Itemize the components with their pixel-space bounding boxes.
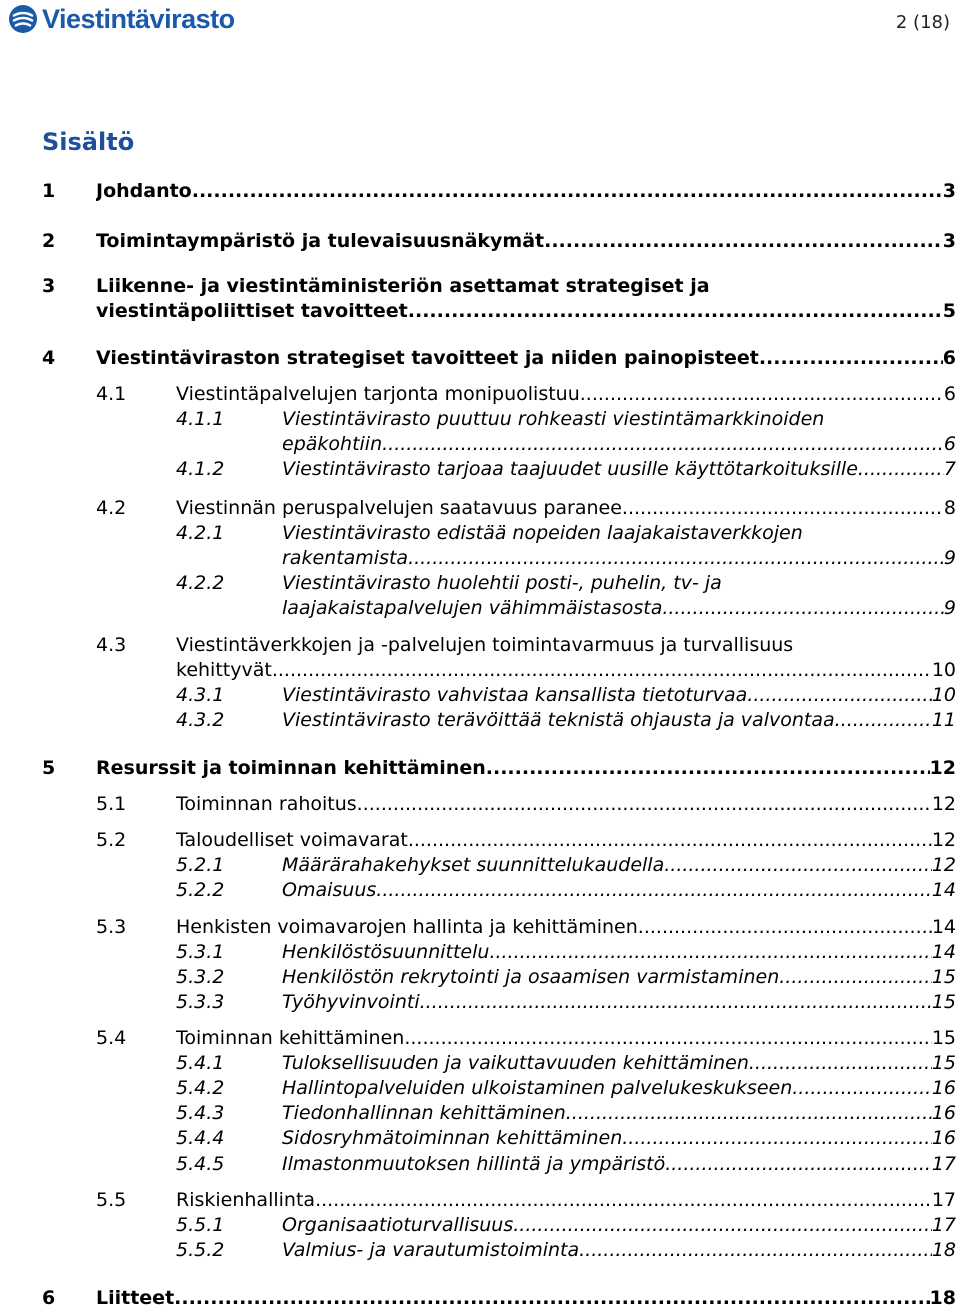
- toc-entry-page: 18: [931, 1239, 956, 1261]
- toc-entry-number: 4.2.1: [176, 522, 225, 544]
- dot-leader: [420, 990, 932, 1015]
- toc-entry-number: 4.2: [96, 497, 127, 519]
- dot-leader: [544, 229, 943, 254]
- dot-leader: [513, 1213, 932, 1238]
- toc-entry-page: 6: [943, 383, 956, 405]
- toc-entry-page: 17: [931, 1189, 956, 1211]
- dot-leader: [174, 1286, 929, 1311]
- toc-entry-text: Toiminnan kehittäminen: [176, 1027, 405, 1049]
- toc-entry[interactable]: [0, 457, 960, 482]
- toc-entry-number: 5.4.5: [176, 1153, 225, 1175]
- toc-entry[interactable]: [0, 179, 960, 204]
- toc-entry[interactable]: [0, 1238, 960, 1263]
- toc-entry-text: Omaisuus: [282, 879, 377, 901]
- toc-entry-number: 5.3.1: [176, 941, 225, 963]
- dot-leader: [664, 853, 932, 878]
- toc-entry[interactable]: [0, 1213, 960, 1238]
- dot-leader: [408, 299, 943, 324]
- toc-entry-text: Valmius- ja varautumistoiminta: [282, 1239, 580, 1261]
- toc-entry-text-line1: Liikenne- ja viestintäministeriön asettamat strategiset ja: [96, 275, 710, 297]
- toc-entry[interactable]: [0, 878, 960, 903]
- toc-entry-continuation[interactable]: [0, 596, 960, 621]
- toc-entry-text: Määrärahakehykset suunnittelukaudella: [282, 854, 665, 876]
- logo-text: Viestintävirasto: [42, 3, 235, 34]
- toc-entry[interactable]: [0, 346, 960, 371]
- dot-leader: [486, 756, 930, 781]
- toc-entry-number: 5.1: [96, 793, 127, 815]
- dot-leader: [638, 915, 932, 940]
- toc-entry-text: laajakaistapalvelujen vähimmäistasosta: [282, 597, 663, 619]
- dot-leader: [315, 1188, 932, 1213]
- toc-title: Sisältö: [42, 128, 135, 156]
- toc-entry-number: 6: [42, 1287, 56, 1309]
- toc-entry-page: 6: [942, 347, 956, 369]
- page-number: 2 (18): [895, 12, 950, 33]
- toc-entry[interactable]: [0, 1026, 960, 1051]
- toc-entry-text-line1: Viestintävirasto edistää nopeiden laajakaistaverkkojen: [282, 522, 803, 544]
- toc-entry-number: 5.2: [96, 829, 127, 851]
- toc-entry-page: 5: [942, 300, 956, 322]
- toc-entry[interactable]: [0, 708, 960, 733]
- toc-entry-continuation[interactable]: [0, 546, 960, 571]
- toc-entry-number: 4.3.1: [176, 684, 225, 706]
- toc-entry-page: 7: [943, 458, 956, 480]
- toc-entry-number: 5.3.2: [176, 966, 225, 988]
- dot-leader: [580, 382, 944, 407]
- toc-entry[interactable]: [0, 1188, 960, 1213]
- dot-leader: [662, 596, 944, 621]
- toc-entry-text: Taloudelliset voimavarat: [176, 829, 408, 851]
- toc-entry-continuation[interactable]: [0, 299, 960, 324]
- toc-entry-number: 5: [42, 757, 56, 779]
- toc-entry-text: rakentamista: [282, 547, 409, 569]
- toc-entry[interactable]: [0, 1101, 960, 1126]
- toc-entry[interactable]: [0, 1286, 960, 1311]
- toc-entry-number: 5.5.1: [176, 1214, 225, 1236]
- toc-entry-text: Toimintaympäristö ja tulevaisuusnäkymät: [96, 230, 545, 252]
- dot-leader: [489, 940, 931, 965]
- toc-entry-number: 4.3: [96, 634, 127, 656]
- toc-entry-page: 14: [931, 879, 956, 901]
- toc-entry-page: 14: [931, 941, 956, 963]
- toc-entry-page: 17: [931, 1153, 956, 1175]
- toc-entry-text: Resurssit ja toiminnan kehittäminen: [96, 757, 486, 779]
- toc-entry-text: Viestintävirasto tarjoaa taajuudet uusille käyttötarkoituksille: [282, 458, 858, 480]
- toc-entry-text: Liitteet: [96, 1287, 175, 1309]
- dot-leader: [579, 1238, 932, 1263]
- toc-entry[interactable]: [0, 633, 960, 658]
- toc-entry-page: 16: [931, 1077, 956, 1099]
- toc-entry-page: 15: [931, 966, 956, 988]
- toc-entry-number: 5.4: [96, 1027, 127, 1049]
- toc-entry[interactable]: [0, 1152, 960, 1177]
- dot-leader: [272, 658, 932, 683]
- toc-entry-text: Ilmastonmuutoksen hillintä ja ympäristö: [282, 1153, 666, 1175]
- toc-entry-number: 4.1.1: [176, 408, 225, 430]
- toc-entry[interactable]: [0, 828, 960, 853]
- toc-entry-text: Henkisten voimavarojen hallinta ja kehittäminen: [176, 916, 638, 938]
- toc-entry-page: 3: [942, 180, 956, 202]
- dot-leader: [835, 708, 932, 733]
- toc-entry-text: Viestinnän peruspalvelujen saatavuus paranee: [176, 497, 622, 519]
- toc-entry-page: 17: [931, 1214, 956, 1236]
- toc-entry[interactable]: [0, 496, 960, 521]
- toc-entry[interactable]: [0, 792, 960, 817]
- toc-entry-page: 3: [942, 230, 956, 252]
- toc-entry-text: Viestintäpalvelujen tarjonta monipuolistuu: [176, 383, 580, 405]
- toc-entry-text-line1: Viestintävirasto huolehtii posti-, puhelin, tv- ja: [282, 572, 722, 594]
- dot-leader: [382, 432, 944, 457]
- dot-leader: [779, 965, 932, 990]
- toc-entry-text: Riskienhallinta: [176, 1189, 316, 1211]
- toc-entry-page: 16: [931, 1127, 956, 1149]
- toc-entry-text: viestintäpoliittiset tavoitteet: [96, 300, 408, 322]
- toc-entry-page: 15: [931, 1052, 956, 1074]
- toc-entry-number: 3: [42, 275, 56, 297]
- toc-entry-text: Henkilöstön rekrytointi ja osaamisen varmistaminen: [282, 966, 780, 988]
- toc-entry[interactable]: [0, 756, 960, 781]
- toc-entry-number: 5.4.1: [176, 1052, 225, 1074]
- toc-entry-number: 5.3: [96, 916, 127, 938]
- dot-leader: [622, 496, 944, 521]
- dot-leader: [858, 457, 944, 482]
- toc-entry-number: 5.4.3: [176, 1102, 225, 1124]
- toc-entry-number: 2: [42, 230, 56, 252]
- toc-entry-page: 14: [931, 916, 956, 938]
- toc-entry-text: Tiedonhallinnan kehittäminen: [282, 1102, 566, 1124]
- dot-leader: [357, 792, 932, 817]
- toc-entry[interactable]: [0, 521, 960, 546]
- toc-entry-number: 4.1: [96, 383, 127, 405]
- dot-leader: [759, 346, 943, 371]
- toc-entry-page: 10: [931, 659, 956, 681]
- toc-entry-page: 9: [943, 547, 956, 569]
- toc-entry[interactable]: [0, 965, 960, 990]
- logo-mark-icon: [8, 4, 38, 34]
- toc-entry-text-line1: Viestintäverkkojen ja -palvelujen toimintavarmuus ja turvallisuus: [176, 634, 794, 656]
- dot-leader: [792, 1076, 932, 1101]
- toc-entry-number: 5.2.1: [176, 854, 225, 876]
- toc-entry-page: 16: [931, 1102, 956, 1124]
- toc-entry-page: 6: [943, 433, 956, 455]
- dot-leader: [408, 546, 944, 571]
- dot-leader: [665, 1152, 932, 1177]
- toc-entry-page: 11: [931, 709, 956, 731]
- toc-entry-number: 5.5.2: [176, 1239, 225, 1261]
- toc-entry-text: Viestintävirasto vahvistaa kansallista tietoturvaa: [282, 684, 748, 706]
- toc-entry-number: 4: [42, 347, 56, 369]
- toc-entry-text: kehittyvät: [176, 659, 272, 681]
- toc-entry-number: 5.5: [96, 1189, 127, 1211]
- toc-entry-text: Sidosryhmätoiminnan kehittäminen: [282, 1127, 623, 1149]
- toc-entry[interactable]: [0, 990, 960, 1015]
- toc-entry-number: 5.3.3: [176, 991, 225, 1013]
- toc-entry[interactable]: [0, 915, 960, 940]
- dot-leader: [376, 878, 932, 903]
- toc-entry-page: 12: [931, 829, 956, 851]
- dot-leader: [622, 1126, 932, 1151]
- toc-entry-text: Työhyvinvointi: [282, 991, 420, 1013]
- toc-entry[interactable]: [0, 683, 960, 708]
- toc-entry-text-line1: Viestintävirasto puuttuu rohkeasti viestintämarkkinoiden: [282, 408, 825, 430]
- toc-entry-number: 4.3.2: [176, 709, 225, 731]
- toc-entry-text: Viestintävirasto terävöittää teknistä ohjausta ja valvontaa: [282, 709, 835, 731]
- toc-entry-page: 12: [929, 757, 956, 779]
- toc-entry-number: 4.2.2: [176, 572, 225, 594]
- toc-entry[interactable]: [0, 1076, 960, 1101]
- toc-entry[interactable]: [0, 1126, 960, 1151]
- toc-entry-text: epäkohtiin: [282, 433, 383, 455]
- dot-leader: [408, 828, 932, 853]
- toc-entry[interactable]: [0, 274, 960, 299]
- toc-entry-page: 9: [943, 597, 956, 619]
- toc-entry-page: 15: [931, 1027, 956, 1049]
- dot-leader: [192, 179, 943, 204]
- toc-entry-number: 5.4.4: [176, 1127, 225, 1149]
- toc-entry-number: 4.1.2: [176, 458, 225, 480]
- toc-entry-page: 12: [931, 854, 956, 876]
- toc-entry[interactable]: [0, 853, 960, 878]
- toc-entry-page: 12: [931, 793, 956, 815]
- toc-entry-text: Toiminnan rahoitus: [176, 793, 357, 815]
- dot-leader: [404, 1026, 931, 1051]
- toc-entry-number: 1: [42, 180, 56, 202]
- toc-entry[interactable]: [0, 940, 960, 965]
- toc-entry-number: 5.2.2: [176, 879, 225, 901]
- toc-entry[interactable]: [0, 382, 960, 407]
- toc-entry-page: 8: [943, 497, 956, 519]
- toc-entry-continuation[interactable]: [0, 658, 960, 683]
- toc-entry-page: 15: [931, 991, 956, 1013]
- dot-leader: [749, 1051, 932, 1076]
- dot-leader: [747, 683, 932, 708]
- logo: [8, 2, 235, 36]
- toc-entry-number: 5.4.2: [176, 1077, 225, 1099]
- toc-entry[interactable]: [0, 229, 960, 254]
- toc-entry-text: Hallintopalveluiden ulkoistaminen palvelukeskukseen: [282, 1077, 793, 1099]
- toc-entry[interactable]: [0, 571, 960, 596]
- toc-entry-text: Henkilöstösuunnittelu: [282, 941, 490, 963]
- toc-entry[interactable]: [0, 1051, 960, 1076]
- toc-entry[interactable]: [0, 407, 960, 432]
- toc-entry-page: 18: [929, 1287, 956, 1309]
- toc-entry-page: 10: [931, 684, 956, 706]
- dot-leader: [566, 1101, 932, 1126]
- toc-entry-continuation[interactable]: [0, 432, 960, 457]
- toc-entry-text: Johdanto: [96, 180, 192, 202]
- toc-entry-text: Viestintäviraston strategiset tavoitteet ja niiden painopisteet: [96, 347, 759, 369]
- toc-entry-text: Tuloksellisuuden ja vaikuttavuuden kehittäminen: [282, 1052, 749, 1074]
- toc-entry-text: Organisaatioturvallisuus: [282, 1214, 514, 1236]
